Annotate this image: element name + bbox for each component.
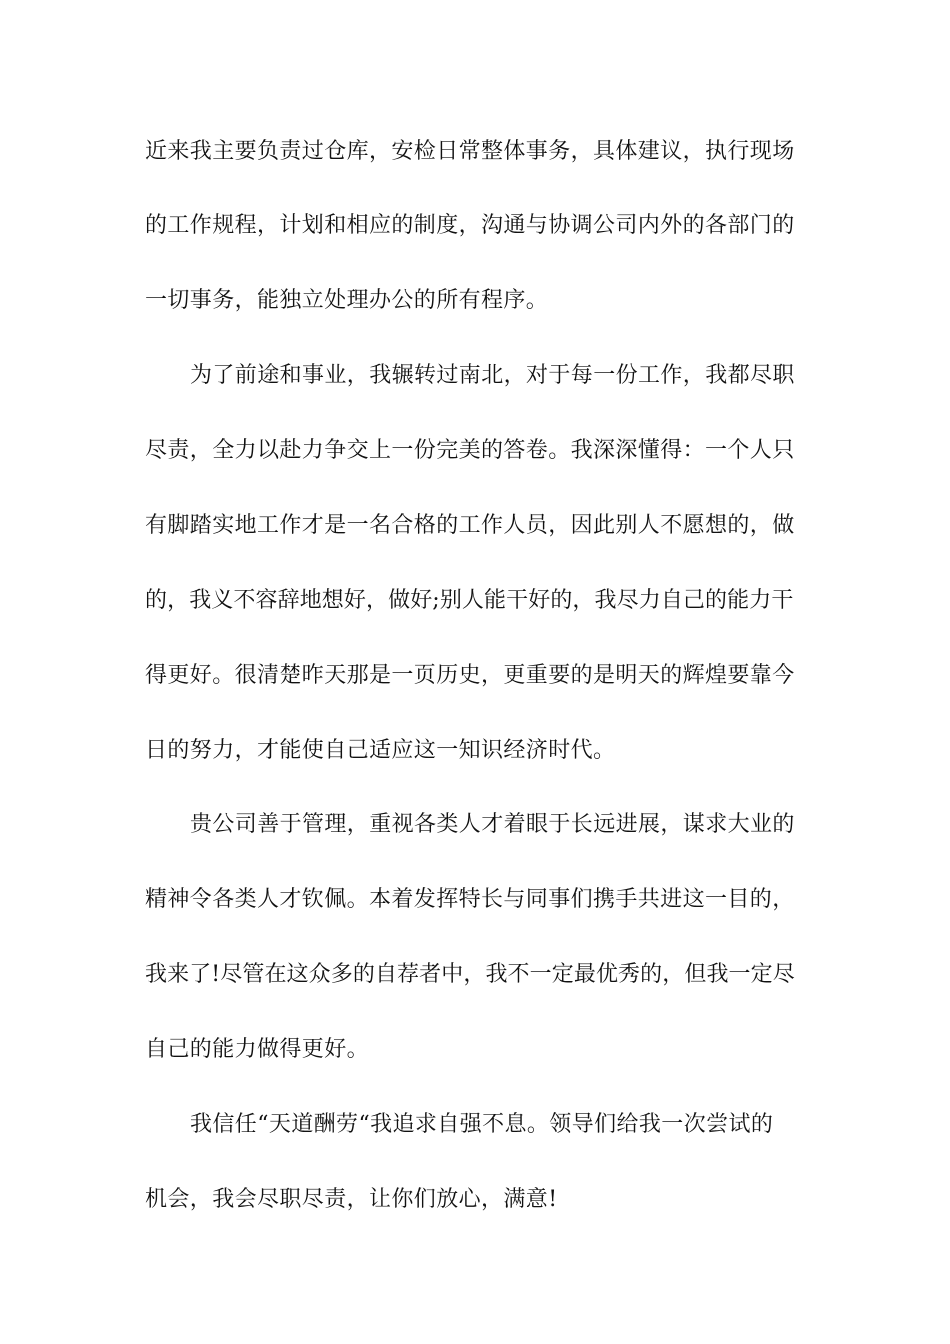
- text-line: 得更好。很清楚昨天那是一页历史，更重要的是明天的辉煌要靠今: [145, 663, 795, 688]
- text-line: 精神令各类人才钦佩。本着发挥特长与同事们携手共进这一目的，: [145, 887, 795, 912]
- text-line: 为了前途和事业，我辗转过南北，对于每一份工作，我都尽职: [190, 363, 795, 388]
- text-line: 的，我义不容辞地想好，做好;别人能干好的，我尽力自己的能力干: [145, 588, 794, 613]
- text-line: 我信任“天道酬劳“我追求自强不息。领导们给我一次尝试的: [190, 1112, 774, 1137]
- text-line: 我来了!尽管在这众多的自荐者中，我不一定最优秀的，但我一定尽: [145, 962, 795, 987]
- text-line: 机会，我会尽职尽责，让你们放心，满意!: [145, 1187, 558, 1212]
- text-line: 一切事务，能独立处理办公的所有程序。: [145, 288, 549, 313]
- text-line: 近来我主要负责过仓库，安检日常整体事务，具体建议，执行现场: [145, 139, 795, 164]
- text-line: 贵公司善于管理，重视各类人才着眼于长远进展，谋求大业的: [190, 812, 795, 837]
- text-line: 日的努力，才能使自己适应这一知识经济时代。: [145, 738, 616, 763]
- text-line: 自己的能力做得更好。: [145, 1037, 370, 1062]
- text-line: 有脚踏实地工作才是一名合格的工作人员，因此别人不愿想的，做: [145, 513, 795, 538]
- text-line: 尽责，全力以赴力争交上一份完美的答卷。我深深懂得：一个人只: [145, 438, 795, 463]
- text-line: 的工作规程，计划和相应的制度，沟通与协调公司内外的各部门的: [145, 213, 795, 238]
